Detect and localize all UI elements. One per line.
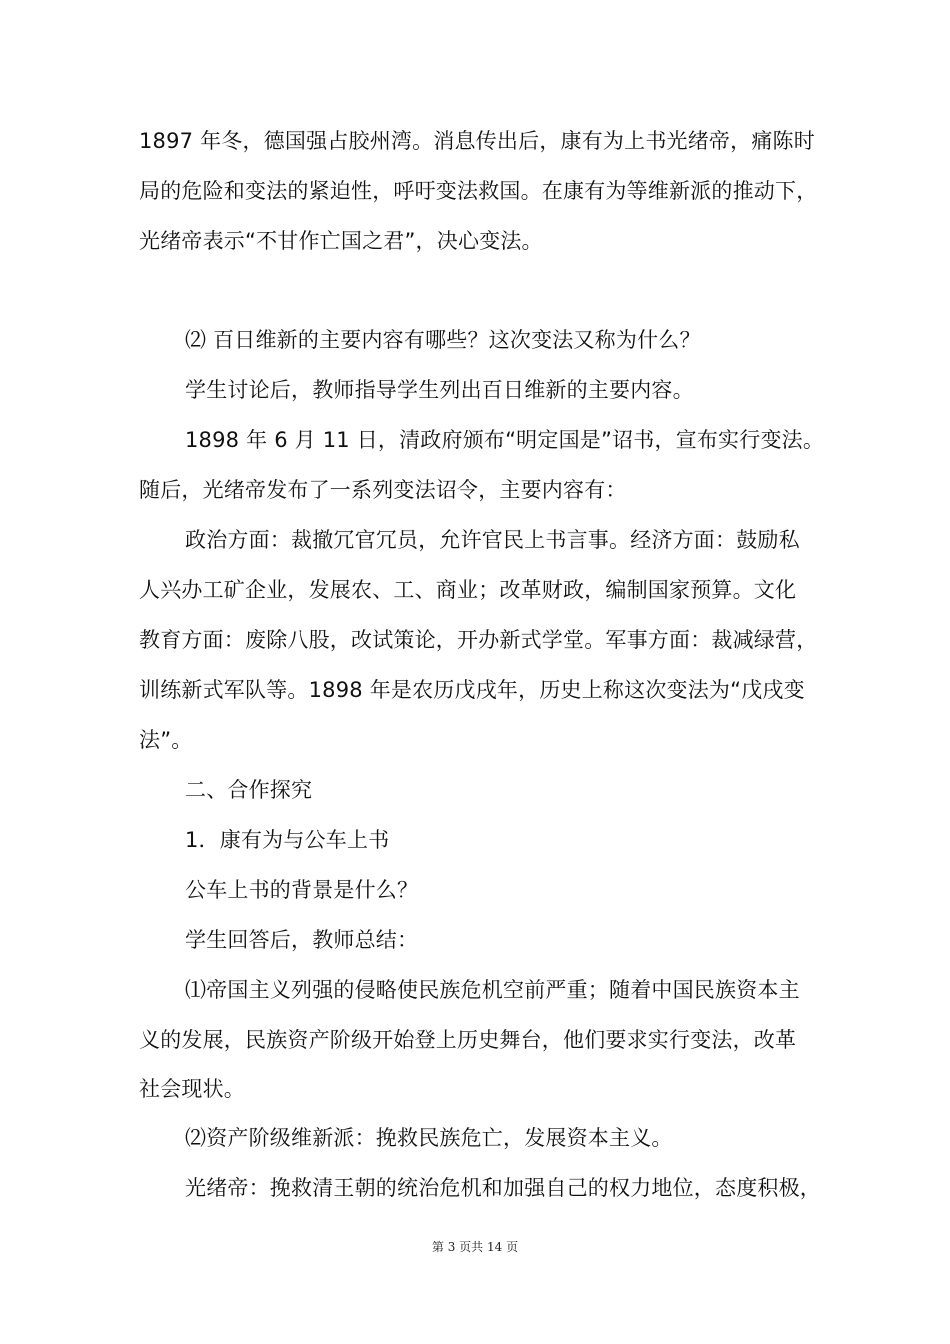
page-number-footer: 第 3 页共 14 页 (431, 1240, 519, 1254)
body-text-line: 局的危险和变法的紧迫性，呼吁变法救国。在康有为等维新派的推动下， (139, 179, 818, 203)
body-text-line: 1898 年 6 月 11 日，清政府颁布“明定国是”诏书，宣布实行变法。 (185, 428, 825, 452)
body-text-line: 光绪帝：挽救清王朝的统治危机和加强自己的权力地位，态度积极， (185, 1176, 821, 1200)
body-text-line: 学生讨论后，教师指导学生列出百日维新的主要内容。 (185, 378, 694, 402)
body-text-line: 1897 年冬，德国强占胶州湾。消息传出后，康有为上书光绪帝，痛陈时 (139, 129, 815, 153)
body-text-line: 学生回答后，教师总结： (185, 928, 419, 952)
section-heading: 二、合作探究 (185, 778, 313, 802)
body-text-line: 随后，光绪帝发布了一系列变法诏令，主要内容有： (139, 478, 627, 502)
body-text-line: 教育方面：废除八股，改试策论，开办新式学堂。军事方面：裁减绿营， (139, 628, 818, 652)
question-line: ⑵ 百日维新的主要内容有哪些？这次变法又称为什么？ (185, 328, 701, 352)
body-text-line: 训练新式军队等。1898 年是农历戊戌年，历史上称这次变法为“戊戌变 (139, 678, 805, 702)
body-text-line: 光绪帝表示“不甘作亡国之君”，决心变法。 (139, 229, 543, 253)
body-text-line: 政治方面：裁撤冗官冗员，允许官民上书言事。经济方面：鼓励私 (185, 528, 800, 552)
question-line: 公车上书的背景是什么？ (185, 878, 419, 902)
body-text-line: ⑴帝国主义列强的侵略使民族危机空前严重；随着中国民族资本主 (185, 978, 800, 1002)
body-text-line: 社会现状。 (139, 1077, 245, 1101)
body-text-line: 法”。 (139, 728, 193, 752)
body-text-line: 人兴办工矿企业，发展农、工、商业；改革财政，编制国家预算。文化 (139, 578, 797, 602)
body-text-line: ⑵资产阶级维新派：挽救民族危亡，发展资本主义。 (185, 1126, 673, 1150)
body-text-line: 义的发展，民族资产阶级开始登上历史舞台，他们要求实行变法，改革 (139, 1028, 797, 1052)
subsection-heading: 1．康有为与公车上书 (185, 828, 390, 852)
